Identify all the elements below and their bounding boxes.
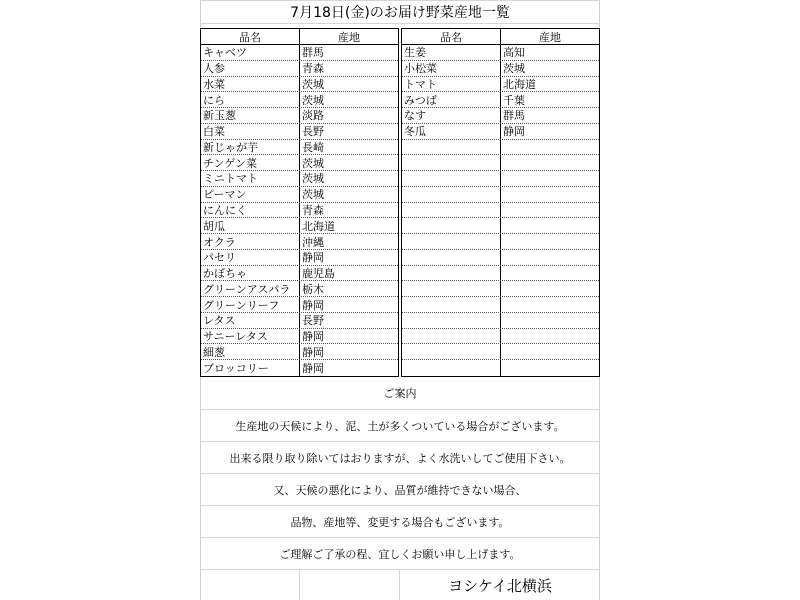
table-row xyxy=(201,187,398,203)
item-name: 胡瓜 xyxy=(201,218,300,233)
item-origin: 静岡 xyxy=(302,330,324,344)
item-name: にんにく xyxy=(201,203,300,218)
table-row xyxy=(201,45,398,61)
empty-cell xyxy=(501,266,599,281)
table-header xyxy=(201,29,398,45)
item-origin: 茨城 xyxy=(302,188,324,202)
item-origin: 高知 xyxy=(503,46,525,60)
table-row xyxy=(201,360,398,376)
empty-cell xyxy=(501,203,599,218)
item-origin: 静岡 xyxy=(302,345,324,359)
empty-cell xyxy=(501,187,599,202)
item-name: みつば xyxy=(402,92,501,107)
empty-cell xyxy=(501,313,599,328)
item-origin: 茨城 xyxy=(302,93,324,107)
table-row-empty xyxy=(402,140,599,156)
empty-cell xyxy=(501,155,599,170)
table-row xyxy=(201,266,398,282)
item-origin: 茨城 xyxy=(302,156,324,170)
item-origin: 長崎 xyxy=(302,140,324,154)
notice-heading: ご案内 xyxy=(200,377,600,410)
item-name: 細葱 xyxy=(201,344,300,359)
notice-line: 出来る限り取り除いてはおりますが、よく水洗いしてご使用下さい。 xyxy=(200,442,600,474)
header-origin: 産地 xyxy=(539,30,561,44)
company-name: ヨシケイ北横浜 xyxy=(448,576,552,595)
empty-cell xyxy=(402,171,501,186)
vegetable-table-left xyxy=(200,28,399,377)
item-name: ブロッコリー xyxy=(201,360,300,376)
empty-cell xyxy=(402,281,501,296)
table-row-empty xyxy=(402,297,599,313)
table-row-empty xyxy=(402,281,599,297)
empty-cell xyxy=(501,344,599,359)
item-name: ミニトマト xyxy=(201,171,300,186)
item-origin: 静岡 xyxy=(503,125,525,139)
item-origin: 茨城 xyxy=(503,62,525,76)
header-name: 品名 xyxy=(201,29,300,44)
notice-line: 生産地の天候により、泥、土が多くついている場合がございます。 xyxy=(200,410,600,442)
table-row xyxy=(201,155,398,171)
table-row xyxy=(201,218,398,234)
item-name: 白菜 xyxy=(201,124,300,139)
item-origin: 北海道 xyxy=(302,219,335,233)
item-origin: 鹿児島 xyxy=(302,267,335,281)
table-row xyxy=(201,203,398,219)
empty-cell xyxy=(402,313,501,328)
item-name: トマト xyxy=(402,77,501,92)
table-row xyxy=(201,234,398,250)
item-origin: 長野 xyxy=(302,125,324,139)
empty-cell xyxy=(501,297,599,312)
item-name: グリーンアスパラ xyxy=(201,281,300,296)
table-row xyxy=(402,45,599,61)
footer xyxy=(200,570,600,600)
item-name: 生姜 xyxy=(402,45,501,60)
table-row xyxy=(201,61,398,77)
item-origin: 栃木 xyxy=(302,282,324,296)
empty-cell xyxy=(402,140,501,155)
empty-cell xyxy=(501,171,599,186)
empty-cell xyxy=(501,281,599,296)
notice-line: 品物、産地等、変更する場合もございます。 xyxy=(200,506,600,538)
empty-cell xyxy=(501,329,599,344)
table-row-empty xyxy=(402,155,599,171)
empty-cell xyxy=(402,297,501,312)
empty-cell xyxy=(501,250,599,265)
empty-cell xyxy=(402,187,501,202)
item-name: パセリ xyxy=(201,250,300,265)
table-row xyxy=(402,92,599,108)
item-name: オクラ xyxy=(201,234,300,249)
item-origin: 茨城 xyxy=(302,172,324,186)
item-name: 新玉葱 xyxy=(201,108,300,123)
item-origin: 青森 xyxy=(302,62,324,76)
item-origin: 群馬 xyxy=(302,46,324,60)
table-row-empty xyxy=(402,360,599,376)
empty-cell xyxy=(402,250,501,265)
table-row-empty xyxy=(402,187,599,203)
table-row-empty xyxy=(402,250,599,266)
vegetable-table-right xyxy=(401,28,600,377)
table-row xyxy=(402,77,599,93)
item-origin: 長野 xyxy=(302,314,324,328)
item-name: 人参 xyxy=(201,61,300,76)
table-body xyxy=(402,45,599,376)
item-origin: 静岡 xyxy=(302,251,324,265)
item-name: ピーマン xyxy=(201,187,300,202)
empty-cell xyxy=(402,360,501,376)
footer-empty-cell xyxy=(300,570,400,600)
empty-cell xyxy=(501,360,599,376)
item-origin: 静岡 xyxy=(302,298,324,312)
item-name: にら xyxy=(201,92,300,107)
item-name: なす xyxy=(402,108,501,123)
table-row-empty xyxy=(402,329,599,345)
table-row-empty xyxy=(402,313,599,329)
table-row xyxy=(201,281,398,297)
item-name: レタス xyxy=(201,313,300,328)
table-row xyxy=(402,124,599,140)
header-name: 品名 xyxy=(402,29,501,44)
table-row-empty xyxy=(402,266,599,282)
empty-cell xyxy=(402,266,501,281)
item-origin: 茨城 xyxy=(302,77,324,91)
table-row-empty xyxy=(402,203,599,219)
item-name: チンゲン菜 xyxy=(201,155,300,170)
item-name: キャベツ xyxy=(201,45,300,60)
empty-cell xyxy=(402,329,501,344)
table-body xyxy=(201,45,398,376)
table-row-empty xyxy=(402,218,599,234)
empty-cell xyxy=(501,140,599,155)
empty-cell xyxy=(501,218,599,233)
item-origin: 沖縄 xyxy=(302,235,324,249)
item-origin: 青森 xyxy=(302,204,324,217)
notice-line: ご理解ご了承の程、宜しくお願い申し上げます。 xyxy=(200,538,600,570)
table-row xyxy=(402,108,599,124)
item-origin: 淡路 xyxy=(302,109,324,123)
table-row xyxy=(201,140,398,156)
item-name: 新じゃが芋 xyxy=(201,140,300,155)
table-row xyxy=(201,250,398,266)
item-origin: 群馬 xyxy=(503,109,525,123)
table-row xyxy=(201,329,398,345)
table-row-empty xyxy=(402,171,599,187)
table-header xyxy=(402,29,599,45)
table-row xyxy=(201,313,398,329)
item-name: 水菜 xyxy=(201,77,300,92)
table-row xyxy=(201,124,398,140)
table-row xyxy=(201,344,398,360)
table-row-empty xyxy=(402,344,599,360)
item-name: 小松菜 xyxy=(402,61,501,76)
empty-cell xyxy=(402,203,501,218)
table-row xyxy=(201,171,398,187)
empty-cell xyxy=(402,218,501,233)
empty-cell xyxy=(402,155,501,170)
item-name: グリーンリーフ xyxy=(201,297,300,312)
footer-empty-cell xyxy=(200,570,300,600)
table-row xyxy=(201,297,398,313)
notice-line: 又、天候の悪化により、品質が維持できない場合、 xyxy=(200,474,600,506)
table-row xyxy=(201,108,398,124)
header-origin: 産地 xyxy=(338,30,360,44)
item-origin: 北海道 xyxy=(503,77,536,91)
item-name: サニーレタス xyxy=(201,329,300,344)
item-origin: 静岡 xyxy=(302,362,324,376)
table-row-empty xyxy=(402,234,599,250)
page-title: 7月18日(金)のお届け野菜産地一覧 xyxy=(200,0,600,24)
empty-cell xyxy=(402,344,501,359)
item-origin: 千葉 xyxy=(503,93,525,107)
item-name: かぼちゃ xyxy=(201,266,300,281)
table-row xyxy=(201,77,398,93)
item-name: 冬瓜 xyxy=(402,124,501,139)
table-row xyxy=(402,61,599,77)
empty-cell xyxy=(402,234,501,249)
empty-cell xyxy=(501,234,599,249)
table-row xyxy=(201,92,398,108)
